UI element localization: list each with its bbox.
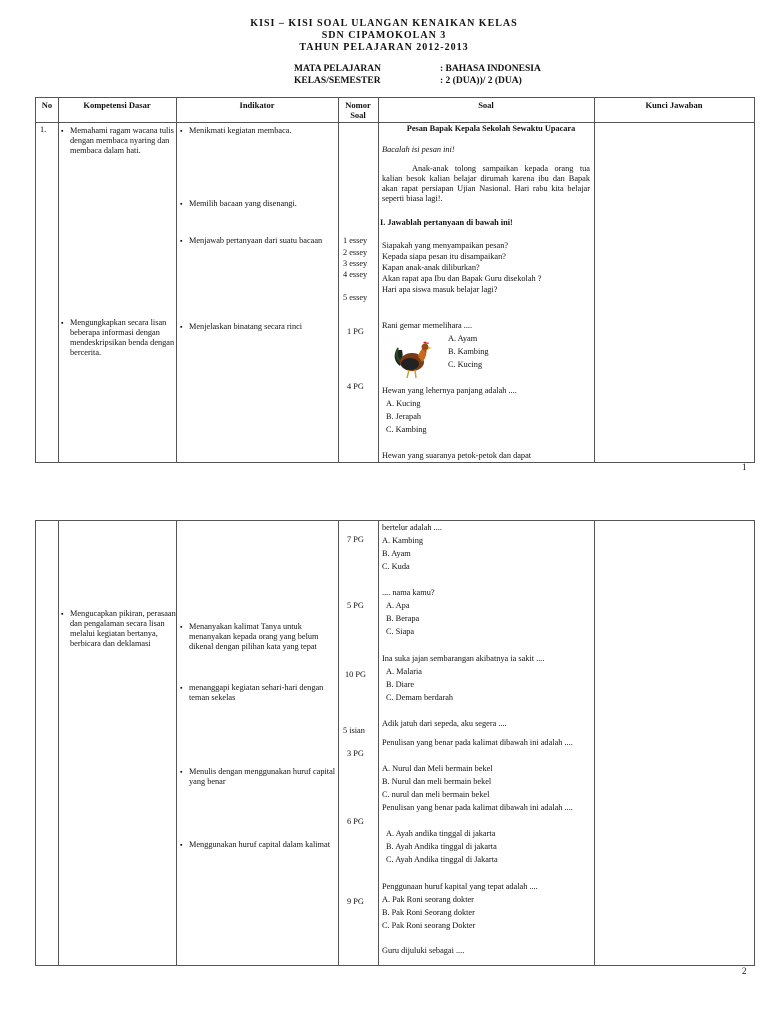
fill-in-question: Adik jatuh dari sepeda, aku segera ....: [382, 719, 507, 728]
subject-value: : BAHASA INDONESIA: [440, 64, 541, 74]
indikator-item: ▪ Memilih bacaan yang disenangi.: [180, 199, 341, 209]
mc-question: Guru dijuluki sebagai ....: [382, 946, 465, 955]
mc-option: C. Kambing: [386, 425, 427, 434]
mc-question: Hewan yang suaranya petok-petok dan dapat: [382, 451, 532, 460]
mc-option: B. Ayam: [382, 549, 411, 558]
indikator-item: ▪ Menanyakan kalimat Tanya untuk menanyakan kepada orang yang belum dikenal dengan pilihan kata yang tepat: [180, 622, 341, 652]
mc-option: C. Kuda: [382, 562, 410, 571]
indikator-item: ▪ Menikmati kegiatan membaca.: [180, 126, 341, 136]
mc-option: A. Ayah andika tinggal di jakarta: [386, 829, 496, 838]
mc-option: C. Pak Roni seorang Dokter: [382, 921, 476, 930]
col-indikator-header: Indikator: [239, 100, 275, 110]
mc-option: A. Ayam: [448, 334, 478, 343]
col-nomor-header: Nomor Soal: [345, 100, 371, 120]
mc-option: A. Apa: [386, 601, 410, 610]
row-number: 1.: [40, 125, 47, 134]
indikator-item: ▪ Menulis dengan menggunakan huruf capital yang benar: [180, 767, 341, 787]
mc-option: A. Kucing: [386, 399, 421, 408]
school-year: TAHUN PELAJARAN 2012-2013: [299, 42, 469, 53]
kd-item: ▪ Mengungkapkan secara lisan beberapa informasi dengan mendeskripsikan benda dengan bercerita.: [61, 318, 178, 358]
table-page2: [35, 520, 755, 966]
subject-label: MATA PELAJARAN: [294, 64, 381, 74]
mc-option: C. Ayah Andika tinggal di Jakarta: [386, 855, 498, 864]
mc-option: B. Nurul dan meli bermain bekel: [382, 777, 492, 786]
mc-option: A. Nurul dan Meli bermain bekel: [382, 764, 493, 773]
col-kunci-header: Kunci Jawaban: [645, 100, 703, 110]
question-number: 4 PG: [347, 382, 364, 391]
question-number: 5 essey: [343, 293, 368, 302]
question-number: 2 essey: [343, 248, 368, 257]
doc-title: KISI – KISI SOAL ULANGAN KENAIKAN KELAS: [250, 18, 518, 29]
mc-option: C. Kucing: [448, 360, 483, 369]
indikator-item: ▪ Menggunakan huruf capital dalam kalimat: [180, 840, 341, 850]
question-number: 10 PG: [345, 670, 366, 679]
indikator-item: ▪ Menjawab pertanyaan dari suatu bacaan: [180, 236, 341, 246]
kd-item: ▪ Mengucapkan pikiran, perasaan dan pengalaman secara lisan melalui kegiatan bertanya, berbicara dan deklamasi: [61, 609, 178, 649]
class-value: : 2 (DUA))/ 2 (DUA): [440, 76, 522, 86]
mc-option: A. Malaria: [386, 667, 422, 676]
question-number: 1 essey: [343, 236, 368, 245]
mc-option: B. Kambing: [448, 347, 489, 356]
col-kd-header: Kompetensi Dasar: [83, 100, 151, 110]
mc-option: A. Kambing: [382, 536, 424, 545]
question-number: 5 PG: [347, 601, 364, 610]
question-number: 1 PG: [347, 327, 364, 336]
page-number: 2: [742, 966, 747, 976]
question-number: 3 PG: [347, 749, 364, 758]
indikator-item: ▪ menanggapi kegiatan sehari-hari dengan teman sekelas: [180, 683, 341, 703]
reading-instruction: Bacalah isi pesan ini!: [382, 145, 455, 154]
question-number: 4 essey: [343, 270, 368, 279]
mc-option: C. Siapa: [386, 627, 415, 636]
essay-question: Hari apa siswa masuk belajar lagi?: [382, 285, 498, 294]
mc-question: .... nama kamu?: [382, 588, 435, 597]
essay-question: Kepada siapa pesan itu disampaikan?: [382, 252, 506, 261]
mc-question: Rani gemar memelihara ....: [382, 321, 473, 330]
mc-question: Penulisan yang benar pada kalimat dibawah ini adalah ....: [382, 738, 573, 747]
reading-passage: Anak-anak tolong sampaikan kepada orang tua kalian besok kalian belajar dirumah karena ibu dan Bapak akan rapat persiapan Ujian Nasional. Hari rabu kita belajar seperti biasa lagi!.: [382, 164, 590, 203]
mc-question: Ina suka jajan sembarangan akibatnya ia sakit ....: [382, 654, 545, 663]
col-soal-header: Soal: [478, 100, 494, 110]
essay-question: Siapakah yang menyampaikan pesan?: [382, 241, 509, 250]
class-label: KELAS/SEMESTER: [294, 76, 381, 86]
mc-option: B. Diare: [386, 680, 415, 689]
question-number: 5 isian: [343, 726, 365, 735]
rooster-image: [392, 338, 436, 380]
school-name: SDN CIPAMOKOLAN 3: [321, 30, 447, 41]
mc-option: B. Pak Roni Seorang dokter: [382, 908, 475, 917]
mc-option: B. Ayah Andika tinggal di jakarta: [386, 842, 497, 851]
mc-option: B. Berapa: [386, 614, 420, 623]
kd-item: ▪ Memahami ragam wacana tulis dengan membaca nyaring dan membaca dalam hati.: [61, 126, 178, 156]
mc-question: bertelur adalah ....: [382, 523, 442, 532]
question-number: 3 essey: [343, 259, 368, 268]
question-number: 6 PG: [347, 817, 364, 826]
mc-question: Penulisan yang benar pada kalimat dibawah ini adalah ....: [382, 803, 573, 812]
mc-option: A. Pak Roni seorang dokter: [382, 895, 474, 904]
section-heading: I. Jawablah pertanyaan di bawah ini!: [380, 218, 513, 227]
col-no-header: No: [41, 100, 53, 110]
essay-question: Kapan anak-anak diliburkan?: [382, 263, 480, 272]
indikator-item: ▪ Menjelaskan binatang secara rinci: [180, 322, 341, 332]
mc-option: C. nurul dan meli bermain bekel: [382, 790, 490, 799]
mc-question: Penggunaan huruf kapital yang tepat adalah ....: [382, 882, 538, 891]
question-number: 7 PG: [347, 535, 364, 544]
mc-question: Hewan yang lehernya panjang adalah ....: [382, 386, 517, 395]
essay-question: Akan rapat apa Ibu dan Bapak Guru disekolah ?: [382, 274, 542, 283]
question-number: 9 PG: [347, 897, 364, 906]
mc-option: B. Jerapah: [386, 412, 422, 421]
mc-option: C. Demam berdarah: [386, 693, 454, 702]
table-page1: [35, 97, 755, 463]
page-number: 1: [742, 462, 747, 472]
reading-title: Pesan Bapak Kepala Sekolah Sewaktu Upacara: [406, 124, 576, 133]
